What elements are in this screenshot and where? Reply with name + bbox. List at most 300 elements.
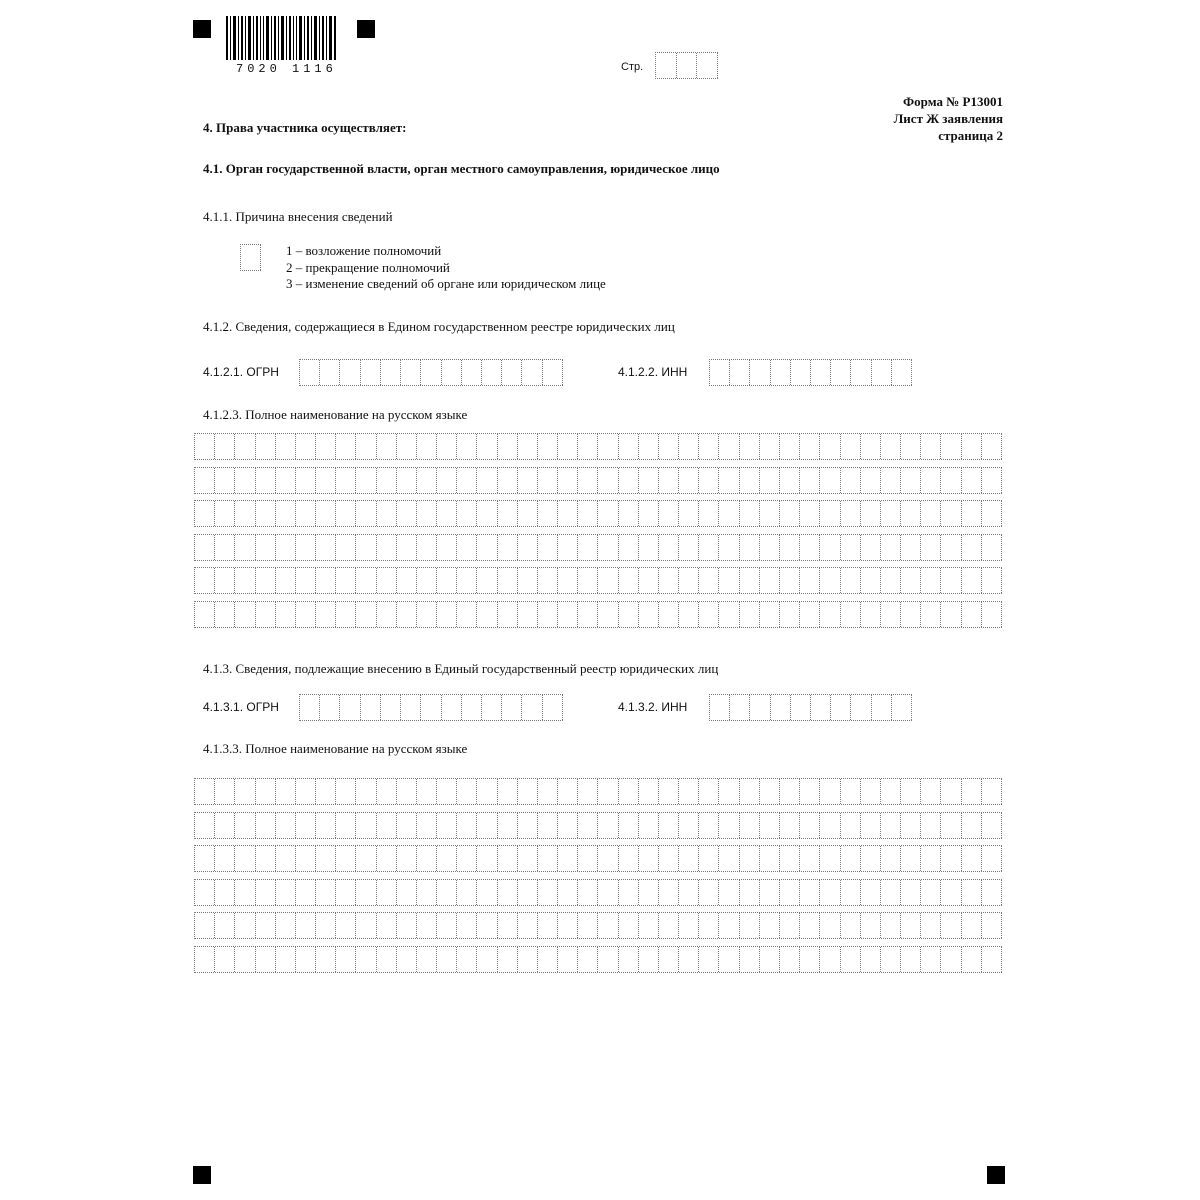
input-cell[interactable] — [522, 360, 542, 385]
input-cell[interactable] — [256, 568, 276, 593]
input-cell[interactable] — [921, 913, 941, 938]
input-cell[interactable] — [195, 813, 215, 838]
input-cell[interactable] — [679, 779, 699, 804]
input-cell[interactable] — [558, 813, 578, 838]
input-cell[interactable] — [296, 846, 316, 871]
input-cell[interactable] — [276, 813, 296, 838]
input-cell[interactable] — [740, 846, 760, 871]
input-cell[interactable] — [336, 947, 356, 972]
input-cell[interactable] — [518, 846, 538, 871]
input-cell[interactable] — [195, 434, 215, 459]
input-cell[interactable] — [377, 501, 397, 526]
input-cell[interactable] — [962, 602, 982, 627]
input-cell[interactable] — [982, 434, 1002, 459]
input-cell[interactable] — [780, 846, 800, 871]
input-cell[interactable] — [800, 501, 820, 526]
input-cell[interactable] — [639, 602, 659, 627]
input-cell[interactable] — [417, 434, 437, 459]
input-cell[interactable] — [598, 535, 618, 560]
input-cell[interactable] — [740, 913, 760, 938]
input-cell[interactable] — [462, 360, 482, 385]
input-cell[interactable] — [356, 913, 376, 938]
input-cell[interactable] — [457, 880, 477, 905]
input-cell[interactable] — [921, 813, 941, 838]
input-cell[interactable] — [296, 913, 316, 938]
input-cell[interactable] — [941, 846, 961, 871]
input-cell[interactable] — [639, 434, 659, 459]
input-cell[interactable] — [881, 880, 901, 905]
input-cell[interactable] — [538, 813, 558, 838]
input-cell[interactable] — [760, 568, 780, 593]
input-cell[interactable] — [477, 913, 497, 938]
input-cell[interactable] — [820, 846, 840, 871]
input-cell[interactable] — [901, 913, 921, 938]
input-cell[interactable] — [477, 468, 497, 493]
input-cell[interactable] — [659, 468, 679, 493]
input-cell[interactable] — [457, 501, 477, 526]
input-cell[interactable] — [356, 535, 376, 560]
input-cell[interactable] — [477, 947, 497, 972]
input-cell[interactable] — [316, 947, 336, 972]
input-cell[interactable] — [477, 602, 497, 627]
input-cell[interactable] — [518, 880, 538, 905]
input-cell[interactable] — [679, 846, 699, 871]
input-cell[interactable] — [356, 602, 376, 627]
input-cell[interactable] — [296, 568, 316, 593]
input-cell[interactable] — [397, 568, 417, 593]
input-cell[interactable] — [820, 535, 840, 560]
input-cell[interactable] — [336, 501, 356, 526]
input-cell[interactable] — [276, 434, 296, 459]
input-cell[interactable] — [578, 468, 598, 493]
existing-ogrn-cells[interactable] — [299, 359, 563, 386]
input-cell[interactable] — [619, 779, 639, 804]
input-cell[interactable] — [659, 434, 679, 459]
input-cell[interactable] — [538, 846, 558, 871]
input-cell[interactable] — [750, 360, 770, 385]
input-cell[interactable] — [195, 568, 215, 593]
input-cell[interactable] — [820, 568, 840, 593]
input-cell[interactable] — [619, 846, 639, 871]
input-cell[interactable] — [558, 468, 578, 493]
new-inn-cells[interactable] — [709, 694, 912, 721]
input-cell[interactable] — [356, 947, 376, 972]
input-cell[interactable] — [457, 947, 477, 972]
input-cell[interactable] — [659, 813, 679, 838]
input-cell[interactable] — [356, 846, 376, 871]
input-cell[interactable] — [679, 568, 699, 593]
input-cell[interactable] — [558, 846, 578, 871]
input-cell[interactable] — [841, 846, 861, 871]
input-cell[interactable] — [699, 880, 719, 905]
input-cell[interactable] — [235, 813, 255, 838]
input-cell[interactable] — [598, 913, 618, 938]
input-cell[interactable] — [679, 913, 699, 938]
input-cell[interactable] — [771, 695, 791, 720]
input-cell[interactable] — [558, 568, 578, 593]
input-cell[interactable] — [276, 501, 296, 526]
input-cell[interactable] — [235, 880, 255, 905]
input-cell[interactable] — [861, 501, 881, 526]
input-cell[interactable] — [679, 880, 699, 905]
input-cell[interactable] — [235, 779, 255, 804]
input-cell[interactable] — [841, 779, 861, 804]
input-cell[interactable] — [215, 880, 235, 905]
input-cell[interactable] — [861, 568, 881, 593]
input-cell[interactable] — [719, 434, 739, 459]
input-cell[interactable] — [356, 468, 376, 493]
input-cell[interactable] — [457, 813, 477, 838]
input-cell[interactable] — [215, 501, 235, 526]
input-cell[interactable] — [962, 846, 982, 871]
input-cell[interactable] — [982, 602, 1002, 627]
input-cell[interactable] — [841, 947, 861, 972]
input-cell[interactable] — [195, 501, 215, 526]
input-cell[interactable] — [316, 602, 336, 627]
input-cell[interactable] — [780, 779, 800, 804]
input-cell[interactable] — [336, 468, 356, 493]
name-row[interactable] — [194, 567, 1002, 594]
input-cell[interactable] — [861, 947, 881, 972]
input-cell[interactable] — [482, 360, 502, 385]
input-cell[interactable] — [679, 468, 699, 493]
input-cell[interactable] — [962, 501, 982, 526]
input-cell[interactable] — [215, 947, 235, 972]
input-cell[interactable] — [639, 846, 659, 871]
input-cell[interactable] — [457, 468, 477, 493]
input-cell[interactable] — [377, 947, 397, 972]
input-cell[interactable] — [962, 468, 982, 493]
input-cell[interactable] — [498, 501, 518, 526]
input-cell[interactable] — [235, 602, 255, 627]
input-cell[interactable] — [300, 360, 320, 385]
input-cell[interactable] — [397, 813, 417, 838]
input-cell[interactable] — [760, 434, 780, 459]
input-cell[interactable] — [417, 501, 437, 526]
name-row[interactable] — [194, 845, 1002, 872]
input-cell[interactable] — [719, 501, 739, 526]
input-cell[interactable] — [841, 880, 861, 905]
input-cell[interactable] — [215, 813, 235, 838]
input-cell[interactable] — [941, 535, 961, 560]
input-cell[interactable] — [941, 468, 961, 493]
input-cell[interactable] — [256, 846, 276, 871]
input-cell[interactable] — [336, 779, 356, 804]
input-cell[interactable] — [498, 913, 518, 938]
input-cell[interactable] — [235, 501, 255, 526]
input-cell[interactable] — [710, 360, 730, 385]
input-cell[interactable] — [377, 602, 397, 627]
input-cell[interactable] — [760, 779, 780, 804]
input-cell[interactable] — [598, 568, 618, 593]
input-cell[interactable] — [719, 779, 739, 804]
input-cell[interactable] — [215, 602, 235, 627]
input-cell[interactable] — [457, 913, 477, 938]
input-cell[interactable] — [397, 846, 417, 871]
input-cell[interactable] — [316, 913, 336, 938]
input-cell[interactable] — [881, 535, 901, 560]
input-cell[interactable] — [356, 779, 376, 804]
input-cell[interactable] — [377, 568, 397, 593]
input-cell[interactable] — [256, 779, 276, 804]
input-cell[interactable] — [730, 360, 750, 385]
input-cell[interactable] — [397, 947, 417, 972]
input-cell[interactable] — [619, 568, 639, 593]
input-cell[interactable] — [841, 434, 861, 459]
input-cell[interactable] — [800, 947, 820, 972]
input-cell[interactable] — [780, 568, 800, 593]
input-cell[interactable] — [760, 880, 780, 905]
input-cell[interactable] — [598, 947, 618, 972]
input-cell[interactable] — [437, 947, 457, 972]
input-cell[interactable] — [901, 468, 921, 493]
input-cell[interactable] — [962, 813, 982, 838]
input-cell[interactable] — [316, 880, 336, 905]
input-cell[interactable] — [296, 434, 316, 459]
input-cell[interactable] — [336, 434, 356, 459]
input-cell[interactable] — [740, 947, 760, 972]
input-cell[interactable] — [417, 602, 437, 627]
input-cell[interactable] — [659, 501, 679, 526]
input-cell[interactable] — [962, 880, 982, 905]
input-cell[interactable] — [800, 568, 820, 593]
input-cell[interactable] — [699, 913, 719, 938]
input-cell[interactable] — [639, 813, 659, 838]
input-cell[interactable] — [477, 434, 497, 459]
input-cell[interactable] — [417, 846, 437, 871]
input-cell[interactable] — [417, 468, 437, 493]
input-cell[interactable] — [195, 779, 215, 804]
input-cell[interactable] — [442, 360, 462, 385]
input-cell[interactable] — [941, 568, 961, 593]
input-cell[interactable] — [800, 846, 820, 871]
input-cell[interactable] — [982, 501, 1002, 526]
input-cell[interactable] — [336, 602, 356, 627]
input-cell[interactable] — [619, 947, 639, 972]
input-cell[interactable] — [316, 846, 336, 871]
input-cell[interactable] — [740, 501, 760, 526]
input-cell[interactable] — [699, 468, 719, 493]
input-cell[interactable] — [417, 813, 437, 838]
input-cell[interactable] — [901, 535, 921, 560]
name-row[interactable] — [194, 912, 1002, 939]
input-cell[interactable] — [872, 695, 892, 720]
input-cell[interactable] — [381, 695, 401, 720]
input-cell[interactable] — [881, 846, 901, 871]
input-cell[interactable] — [300, 695, 320, 720]
input-cell[interactable] — [982, 913, 1002, 938]
input-cell[interactable] — [538, 568, 558, 593]
input-cell[interactable] — [377, 434, 397, 459]
input-cell[interactable] — [639, 779, 659, 804]
input-cell[interactable] — [296, 779, 316, 804]
input-cell[interactable] — [892, 695, 912, 720]
input-cell[interactable] — [639, 468, 659, 493]
input-cell[interactable] — [522, 695, 542, 720]
input-cell[interactable] — [901, 779, 921, 804]
input-cell[interactable] — [518, 602, 538, 627]
input-cell[interactable] — [498, 880, 518, 905]
input-cell[interactable] — [578, 602, 598, 627]
input-cell[interactable] — [462, 695, 482, 720]
input-cell[interactable] — [558, 913, 578, 938]
input-cell[interactable] — [619, 468, 639, 493]
input-cell[interactable] — [598, 846, 618, 871]
input-cell[interactable] — [276, 568, 296, 593]
input-cell[interactable] — [215, 779, 235, 804]
input-cell[interactable] — [361, 360, 381, 385]
input-cell[interactable] — [921, 434, 941, 459]
input-cell[interactable] — [941, 813, 961, 838]
input-cell[interactable] — [791, 695, 811, 720]
input-cell[interactable] — [538, 468, 558, 493]
input-cell[interactable] — [719, 846, 739, 871]
input-cell[interactable] — [659, 779, 679, 804]
input-cell[interactable] — [861, 602, 881, 627]
input-cell[interactable] — [780, 434, 800, 459]
input-cell[interactable] — [719, 602, 739, 627]
input-cell[interactable] — [256, 947, 276, 972]
input-cell[interactable] — [941, 913, 961, 938]
input-cell[interactable] — [679, 535, 699, 560]
input-cell[interactable] — [356, 813, 376, 838]
input-cell[interactable] — [982, 779, 1002, 804]
input-cell[interactable] — [982, 947, 1002, 972]
input-cell[interactable] — [417, 913, 437, 938]
input-cell[interactable] — [195, 468, 215, 493]
input-cell[interactable] — [740, 535, 760, 560]
name-row[interactable] — [194, 601, 1002, 628]
input-cell[interactable] — [235, 913, 255, 938]
name-row[interactable] — [194, 534, 1002, 561]
input-cell[interactable] — [881, 434, 901, 459]
input-cell[interactable] — [340, 695, 360, 720]
input-cell[interactable] — [457, 779, 477, 804]
input-cell[interactable] — [437, 913, 457, 938]
input-cell[interactable] — [901, 602, 921, 627]
input-cell[interactable] — [356, 501, 376, 526]
input-cell[interactable] — [679, 501, 699, 526]
input-cell[interactable] — [598, 468, 618, 493]
input-cell[interactable] — [841, 468, 861, 493]
input-cell[interactable] — [841, 813, 861, 838]
input-cell[interactable] — [296, 947, 316, 972]
input-cell[interactable] — [719, 535, 739, 560]
input-cell[interactable] — [538, 880, 558, 905]
input-cell[interactable] — [861, 468, 881, 493]
input-cell[interactable] — [811, 695, 831, 720]
input-cell[interactable] — [619, 434, 639, 459]
input-cell[interactable] — [811, 360, 831, 385]
input-cell[interactable] — [215, 535, 235, 560]
input-cell[interactable] — [800, 779, 820, 804]
input-cell[interactable] — [195, 880, 215, 905]
input-cell[interactable] — [901, 434, 921, 459]
input-cell[interactable] — [377, 813, 397, 838]
input-cell[interactable] — [639, 535, 659, 560]
input-cell[interactable] — [558, 947, 578, 972]
input-cell[interactable] — [235, 434, 255, 459]
input-cell[interactable] — [397, 602, 417, 627]
input-cell[interactable] — [502, 695, 522, 720]
input-cell[interactable] — [639, 501, 659, 526]
input-cell[interactable] — [619, 535, 639, 560]
input-cell[interactable] — [598, 501, 618, 526]
input-cell[interactable] — [578, 846, 598, 871]
input-cell[interactable] — [256, 602, 276, 627]
input-cell[interactable] — [235, 846, 255, 871]
input-cell[interactable] — [881, 813, 901, 838]
input-cell[interactable] — [316, 813, 336, 838]
input-cell[interactable] — [659, 880, 679, 905]
input-cell[interactable] — [498, 846, 518, 871]
input-cell[interactable] — [982, 813, 1002, 838]
input-cell[interactable] — [820, 947, 840, 972]
input-cell[interactable] — [296, 501, 316, 526]
input-cell[interactable] — [740, 813, 760, 838]
input-cell[interactable] — [578, 779, 598, 804]
input-cell[interactable] — [982, 880, 1002, 905]
input-cell[interactable] — [679, 947, 699, 972]
input-cell[interactable] — [619, 880, 639, 905]
input-cell[interactable] — [356, 434, 376, 459]
input-cell[interactable] — [740, 779, 760, 804]
input-cell[interactable] — [256, 434, 276, 459]
input-cell[interactable] — [800, 813, 820, 838]
input-cell[interactable] — [518, 468, 538, 493]
input-cell[interactable] — [361, 695, 381, 720]
input-cell[interactable] — [538, 913, 558, 938]
input-cell[interactable] — [377, 468, 397, 493]
input-cell[interactable] — [377, 535, 397, 560]
input-cell[interactable] — [276, 602, 296, 627]
input-cell[interactable] — [215, 846, 235, 871]
name-row[interactable] — [194, 500, 1002, 527]
input-cell[interactable] — [881, 468, 901, 493]
existing-inn-cells[interactable] — [709, 359, 912, 386]
input-cell[interactable] — [276, 947, 296, 972]
input-cell[interactable] — [437, 779, 457, 804]
input-cell[interactable] — [437, 501, 457, 526]
input-cell[interactable] — [892, 360, 912, 385]
input-cell[interactable] — [901, 501, 921, 526]
input-cell[interactable] — [740, 568, 760, 593]
input-cell[interactable] — [861, 434, 881, 459]
input-cell[interactable] — [437, 880, 457, 905]
input-cell[interactable] — [498, 468, 518, 493]
input-cell[interactable] — [820, 602, 840, 627]
input-cell[interactable] — [397, 434, 417, 459]
input-cell[interactable] — [437, 535, 457, 560]
input-cell[interactable] — [578, 434, 598, 459]
input-cell[interactable] — [820, 779, 840, 804]
input-cell[interactable] — [901, 813, 921, 838]
input-cell[interactable] — [861, 813, 881, 838]
input-cell[interactable] — [639, 568, 659, 593]
input-cell[interactable] — [397, 880, 417, 905]
input-cell[interactable] — [558, 880, 578, 905]
input-cell[interactable] — [901, 947, 921, 972]
input-cell[interactable] — [336, 568, 356, 593]
input-cell[interactable] — [401, 360, 421, 385]
input-cell[interactable] — [256, 880, 276, 905]
input-cell[interactable] — [442, 695, 462, 720]
input-cell[interactable] — [417, 568, 437, 593]
input-cell[interactable] — [619, 501, 639, 526]
input-cell[interactable] — [498, 813, 518, 838]
input-cell[interactable] — [921, 846, 941, 871]
input-cell[interactable] — [518, 568, 538, 593]
